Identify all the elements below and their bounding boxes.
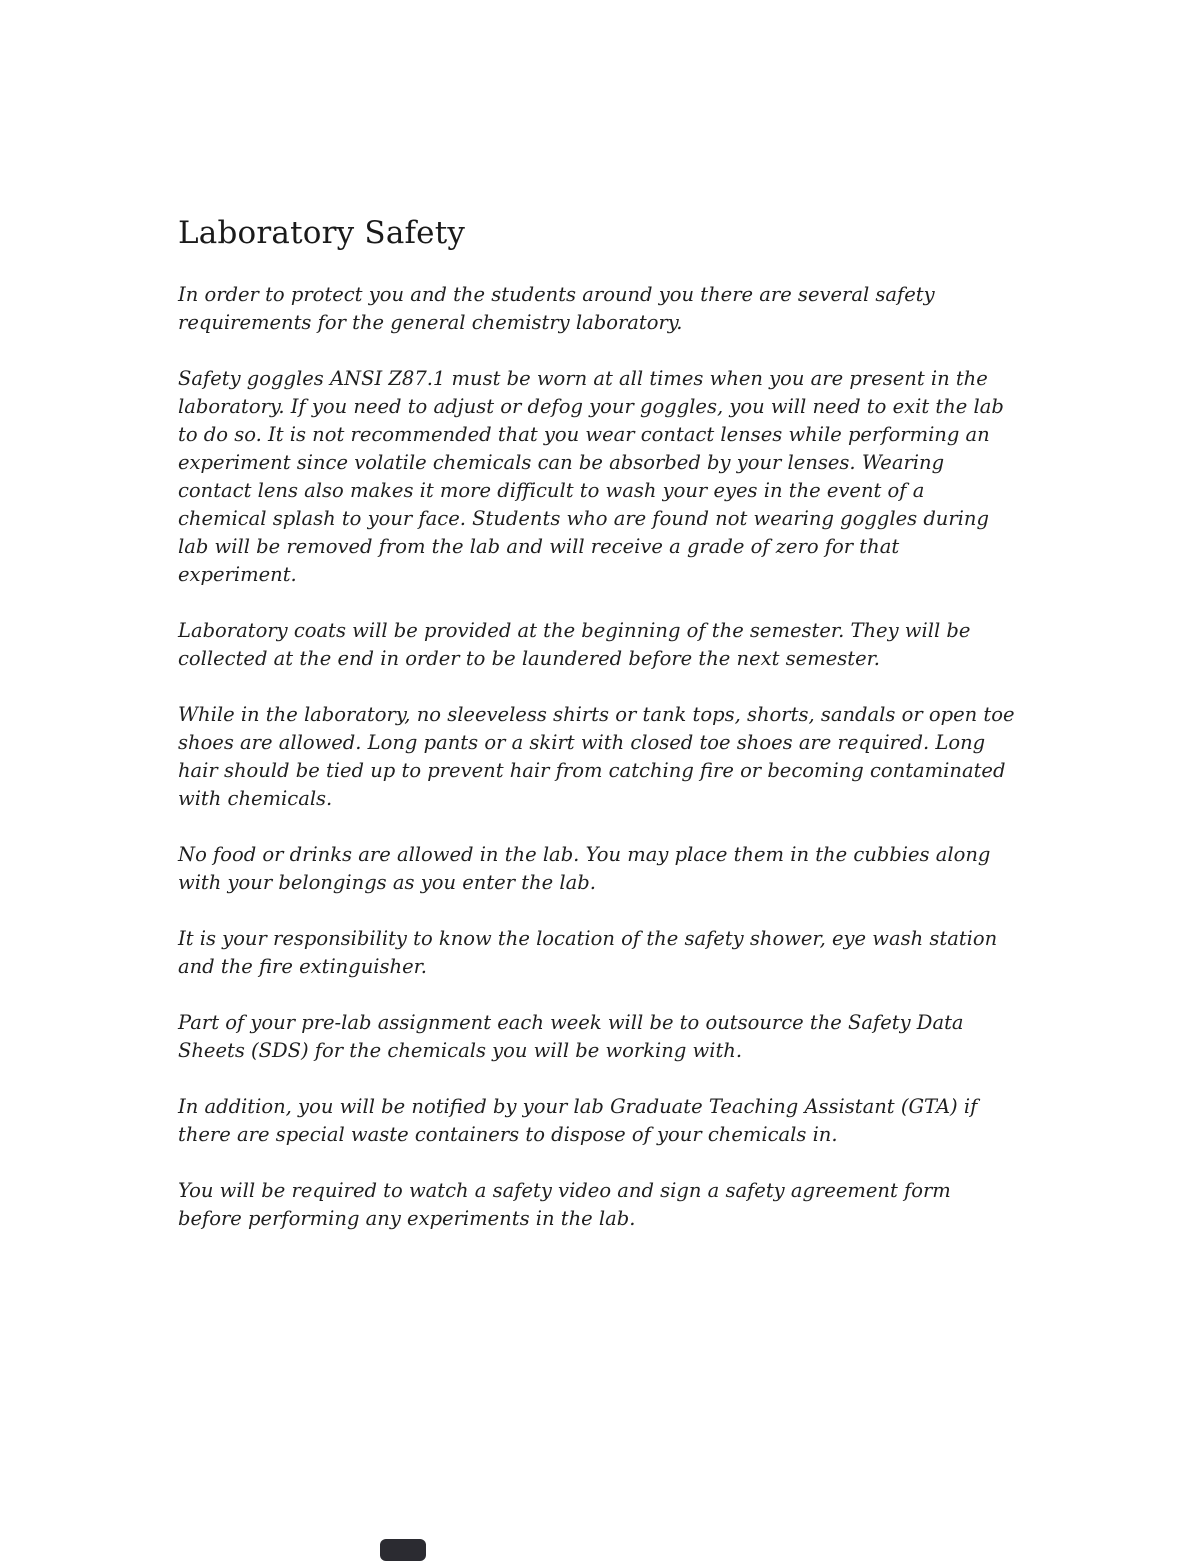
bottom-toolbar-fragment — [380, 1539, 426, 1561]
paragraph-safety-equipment: It is your responsibility to know the location of the safety shower, eye wash station and the fire extinguisher. — [178, 927, 998, 978]
paragraph-lab-coats: Laboratory coats will be provided at the beginning of the semester. They will be collected at the end in order to be laundered before the next semester. — [178, 619, 971, 670]
paragraph-intro: In order to protect you and the students around you there are several safety requirements for the general chemistry laboratory. — [178, 283, 935, 334]
paragraph-waste: In addition, you will be notified by your lab Graduate Teaching Assistant (GTA) if there are special waste containers to dispose of your chemicals in. — [178, 1095, 978, 1146]
paragraph-food-drinks: No food or drinks are allowed in the lab. You may place them in the cubbies along with your belongings as you enter the lab. — [178, 843, 991, 894]
paragraph-clothing: While in the laboratory, no sleeveless shirts or tank tops, shorts, sandals or open toe shoes are allowed. Long pants or a skirt with closed toe shoes are required. Long hair should be tied up to prevent hair from catching fire or becoming contaminated with chemicals. — [178, 703, 1015, 810]
paragraph-safety-video: You will be required to watch a safety video and sign a safety agreement form before performing any experiments in the lab. — [178, 1179, 951, 1230]
page-title: Laboratory Safety — [178, 215, 466, 251]
paragraph-sds: Part of your pre-lab assignment each week will be to outsource the Safety Data Sheets (SDS) for the chemicals you will be working with. — [178, 1011, 964, 1062]
paragraph-goggles: Safety goggles ANSI Z87.1 must be worn at all times when you are present in the laboratory. If you need to adjust or defog your goggles, you will need to exit the lab to do so. It is not recommended that you wear contact lenses while performing an experiment since volatile chemicals can be absorbed by your lenses. Wearing contact lens also makes it more difficult to wash your eyes in the event of a chemical splash to your face. Students who are found not wearing goggles during lab will be removed from the lab and will receive a grade of zero for that experiment. — [178, 367, 1004, 586]
